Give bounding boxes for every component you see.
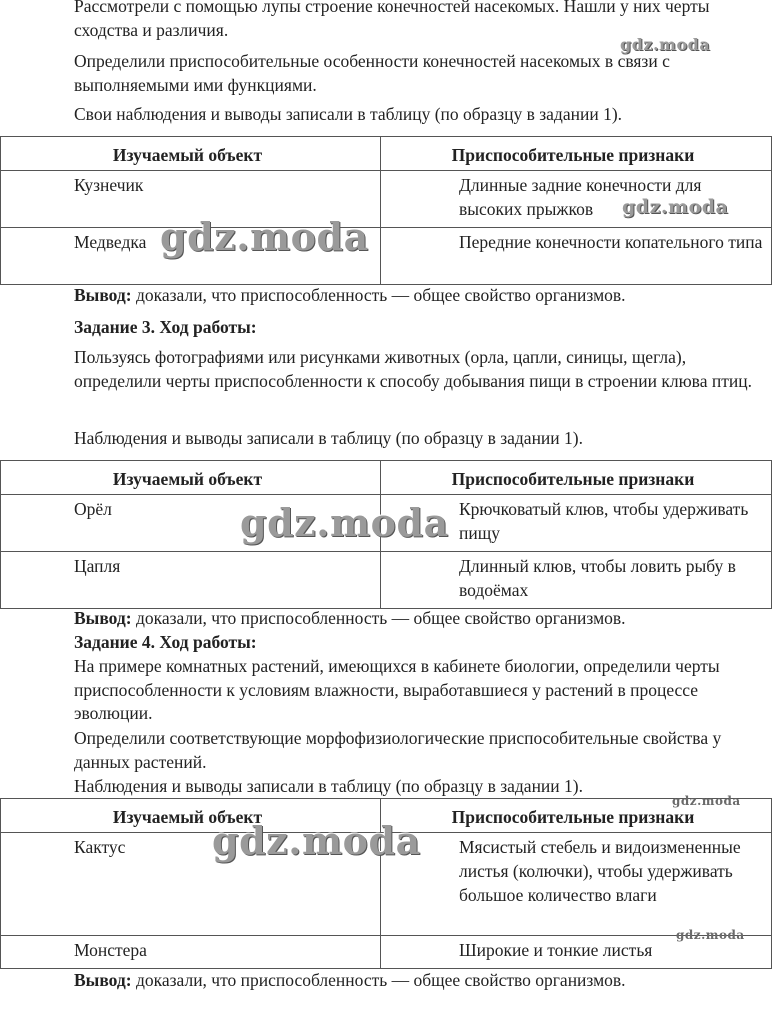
intro-paragraph-3: Свои наблюдения и выводы записали в таблицу (по образцу в задании 1). [74,104,623,124]
table-header-features: Приспособительные признаки [381,461,772,495]
watermark: gdz.moda [620,35,711,54]
watermark: gdz.moda [676,928,745,942]
table-cell-features: Широкие и тонкие листья [381,936,772,969]
conclusion-3 [74,969,764,993]
task4-paragraph-3: Наблюдения и выводы записали в таблицу (по образцу в задании 1). [74,776,583,796]
task4-paragraph-2: Определили соответствующие морфофизиологические приспособительные свойства у данных растений. [74,728,722,772]
table-header-object: Изучаемый объект [1,799,381,833]
watermark: gdz.moda [240,500,449,545]
task3-heading: Задание 3. Ход работы: [74,317,257,337]
conclusion-label: Вывод: [74,285,132,305]
conclusion-label: Вывод: [74,970,132,990]
conclusion-text: доказали, что приспособленность — общее свойство организмов. [131,285,626,305]
table-row [1,936,772,969]
table-cell-object: Кузнечик [1,171,381,228]
table-cell-object: Орёл [1,495,381,552]
table-row [1,552,772,609]
task3-paragraph-2: Наблюдения и выводы записали в таблицу (по образцу в задании 1). [74,428,583,448]
table-cell-object: Монстера [1,936,381,969]
task4-paragraph-1: На примере комнатных растений, имеющихся в кабинете биологии, определили черты приспособленности к условиям влажности, выработавшиеся у растений в процессе эволюции. [74,656,720,723]
watermark: gdz.moda [672,794,741,808]
conclusion-text: доказали, что приспособленность — общее свойство организмов. [131,608,626,628]
conclusion-2 [74,607,764,631]
table-cell-object: Кактус [1,833,381,936]
table-cell-features: Длинный клюв, чтобы ловить рыбу в водоёмах [381,552,772,609]
conclusion-label: Вывод: [74,608,132,628]
watermark: gdz.moda [160,214,369,259]
table-cell-features: Мясистый стебель и видоизмененные листья (колючки), чтобы удерживать большое количество влаги [381,833,772,936]
watermark: gdz.moda [622,196,729,218]
watermark: gdz.moda [212,818,421,863]
table-cell-features: Длинные задние конечности для высоких прыжков [381,171,772,228]
table-row [1,228,772,285]
task4-heading: Задание 4. Ход работы: [74,632,257,652]
task3-paragraph-1: Пользуясь фотографиями или рисунками животных (орла, цапли, синицы, щегла), определили черты приспособленности к способу добывания пищи в строении клюва птиц. [74,347,752,391]
table-cell-features: Передние конечности копательного типа [381,228,772,285]
table-header-features: Приспособительные признаки [381,799,772,833]
table-header-features: Приспособительные признаки [381,137,772,171]
table-cell-object: Цапля [1,552,381,609]
intro-paragraph-1: Рассмотрели с помощью лупы строение конечностей насекомых. Нашли у них черты сходства и различия. [74,0,710,40]
conclusion-text: доказали, что приспособленность — общее свойство организмов. [131,970,626,990]
intro-paragraph-2: Определили приспособительные особенности конечностей насекомых в связи с выполняемыми ими функциями. [74,51,670,95]
table-header-object: Изучаемый объект [1,137,381,171]
conclusion-1 [74,284,764,308]
table-cell-features: Крючковатый клюв, чтобы удерживать пищу [381,495,772,552]
table-cell-object: Медведка [1,228,381,285]
table-header-object: Изучаемый объект [1,461,381,495]
